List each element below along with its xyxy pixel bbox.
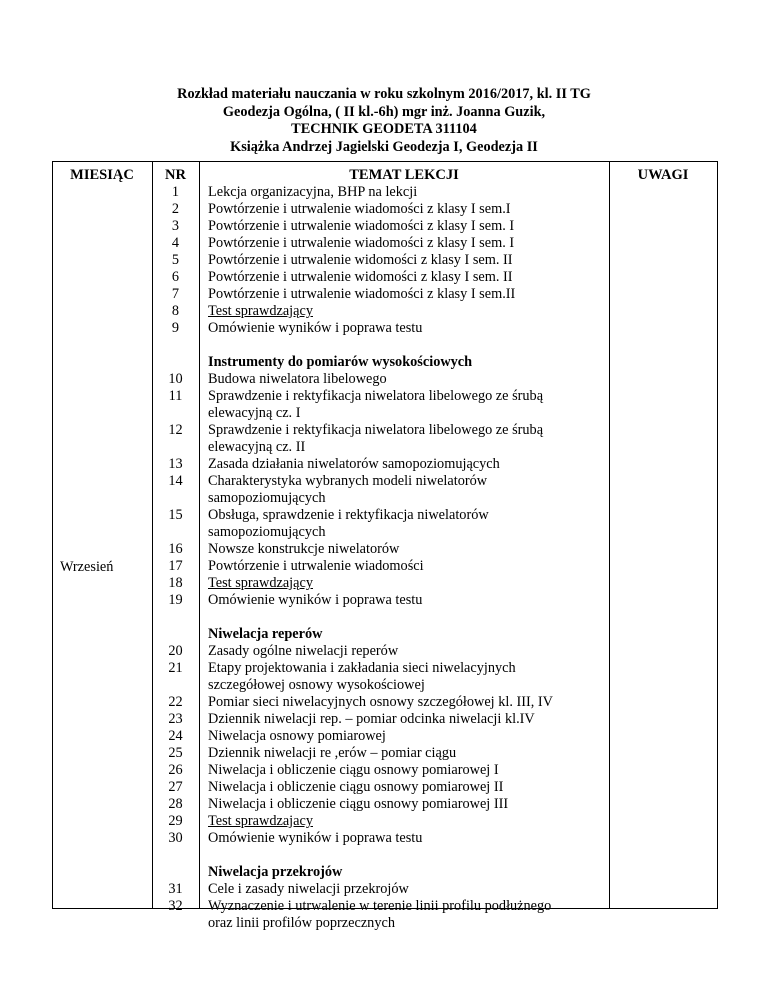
- lesson-topic: elewacyjną cz. II: [208, 439, 306, 455]
- lesson-number: 17: [168, 558, 183, 574]
- month-cell: Wrzesień: [60, 559, 114, 575]
- lesson-number: [155, 405, 196, 422]
- lesson-topic: Obsługa, sprawdzenie i rektyfikacja niwelatorów: [208, 507, 489, 523]
- lesson-topic: Powtórzenie i utrwalenie widomości z klasy I sem. II: [208, 252, 513, 268]
- lesson-number: 12: [168, 422, 183, 438]
- lesson-topic: Budowa niwelatora libelowego: [208, 371, 387, 387]
- lesson-number: 10: [168, 371, 183, 387]
- lesson-topic: szczegółowej osnowy wysokościowej: [208, 677, 425, 693]
- table-left-border: [52, 161, 53, 909]
- column-divider-topic: [609, 161, 610, 909]
- lesson-number: 3: [171, 218, 180, 234]
- lesson-number: 6: [171, 269, 180, 285]
- lesson-number: 32: [168, 898, 183, 914]
- lesson-number: [155, 439, 196, 456]
- lesson-topic: Zasada działania niwelatorów samopoziomujących: [208, 456, 500, 472]
- lesson-number: 29: [168, 813, 183, 829]
- table-right-border: [717, 161, 718, 909]
- lesson-topic-column: [208, 184, 608, 932]
- lesson-topic: Niwelacja i obliczenie ciągu osnowy pomiarowej I: [208, 762, 499, 778]
- lesson-topic: Test sprawdzajacy: [208, 813, 313, 829]
- lesson-topic: Zasady ogólne niwelacji reperów: [208, 643, 399, 659]
- column-divider-nr: [199, 161, 200, 909]
- lesson-number: 13: [168, 456, 183, 472]
- header-title: Rozkład materiału nauczania w roku szkolnym 2016/2017, kl. II TG: [177, 86, 591, 102]
- header-books: Książka Andrzej Jagielski Geodezja I, Geodezja II: [230, 138, 538, 155]
- lesson-topic: Powtórzenie i utrwalenie wiadomości z klasy I sem. I: [208, 218, 515, 234]
- lesson-topic: Omówienie wyników i poprawa testu: [208, 592, 423, 608]
- lesson-number: 20: [168, 643, 183, 659]
- lesson-topic: Lekcja organizacyjna, BHP na lekcji: [208, 184, 418, 200]
- section-heading: Niwelacja przekrojów: [208, 864, 343, 880]
- lesson-number: 23: [168, 711, 183, 727]
- section-heading: Niwelacja reperów: [208, 626, 323, 642]
- lesson-number: 25: [168, 745, 183, 761]
- lesson-number: 16: [168, 541, 183, 557]
- lesson-topic: Wyznaczenie i utrwalenie w terenie linii profilu podłużnego: [208, 898, 552, 914]
- lesson-topic: Nowsze konstrukcje niwelatorów: [208, 541, 400, 557]
- lesson-topic: [208, 847, 608, 864]
- lesson-number: 26: [168, 762, 183, 778]
- lesson-number: [155, 864, 196, 881]
- lesson-number: [155, 354, 196, 371]
- column-header-month: MIESIĄC: [70, 167, 134, 183]
- lesson-number: 19: [168, 592, 183, 608]
- lesson-topic: Dziennik niwelacji re ,erów – pomiar ciągu: [208, 745, 457, 761]
- lesson-number: [155, 490, 196, 507]
- lesson-number: [155, 677, 196, 694]
- lesson-topic: Niwelacja i obliczenie ciągu osnowy pomiarowej II: [208, 779, 504, 795]
- lesson-number: 14: [168, 473, 183, 489]
- lesson-topic: [208, 337, 608, 354]
- lesson-topic: samopoziomujących: [208, 524, 326, 540]
- lesson-number: 8: [171, 303, 180, 319]
- lesson-topic: Charakterystyka wybranych modeli niwelatorów: [208, 473, 488, 489]
- lesson-number-column: [155, 184, 196, 932]
- column-header-topic: TEMAT LEKCJI: [349, 167, 459, 183]
- lesson-topic: [208, 609, 608, 626]
- lesson-number: 7: [171, 286, 180, 302]
- lesson-number: 30: [168, 830, 183, 846]
- lesson-topic: oraz linii profilów poprzecznych: [208, 915, 395, 931]
- lesson-topic: samopoziomujących: [208, 490, 326, 506]
- lesson-number: 18: [168, 575, 183, 591]
- lesson-number: [155, 915, 196, 932]
- lesson-topic: Powtórzenie i utrwalenie wiadomości z klasy I sem.II: [208, 286, 516, 302]
- column-divider-month: [152, 161, 153, 909]
- lesson-number: 11: [168, 388, 183, 404]
- section-heading: Instrumenty do pomiarów wysokościowych: [208, 354, 473, 370]
- lesson-topic: Niwelacja i obliczenie ciągu osnowy pomiarowej III: [208, 796, 509, 812]
- header-profession: TECHNIK GEODETA 311104: [291, 121, 477, 138]
- lesson-number: [155, 847, 196, 864]
- lesson-topic: Etapy projektowania i zakładania sieci niwelacyjnych: [208, 660, 516, 676]
- lesson-number: 9: [171, 320, 180, 336]
- lesson-topic: Dziennik niwelacji rep. – pomiar odcinka niwelacji kl.IV: [208, 711, 535, 727]
- lesson-topic: Powtórzenie i utrwalenie wiadomości z klasy I sem.I: [208, 201, 511, 217]
- lesson-topic: Powtórzenie i utrwalenie widomości z klasy I sem. II: [208, 269, 513, 285]
- lesson-topic: Sprawdzenie i rektyfikacja niwelatora libelowego ze śrubą: [208, 388, 544, 404]
- lesson-number: [155, 337, 196, 354]
- lesson-topic: Pomiar sieci niwelacyjnych osnowy szczegółowej kl. III, IV: [208, 694, 554, 710]
- lesson-number: [155, 524, 196, 541]
- column-header-notes: UWAGI: [637, 167, 689, 183]
- lesson-number: 1: [171, 184, 180, 200]
- lesson-number: 2: [171, 201, 180, 217]
- lesson-number: [155, 626, 196, 643]
- lesson-number: 24: [168, 728, 183, 744]
- lesson-number: 22: [168, 694, 183, 710]
- column-header-nr: NR: [165, 167, 186, 183]
- header-subject: Geodezja Ogólna, ( II kl.-6h) mgr inż. Joanna Guzik,: [222, 103, 546, 120]
- lesson-topic: Omówienie wyników i poprawa testu: [208, 320, 423, 336]
- lesson-topic: Powtórzenie i utrwalenie wiadomości z klasy I sem. I: [208, 235, 515, 251]
- lesson-topic: elewacyjną cz. I: [208, 405, 301, 421]
- lesson-topic: Powtórzenie i utrwalenie wiadomości: [208, 558, 424, 574]
- lesson-topic: Omówienie wyników i poprawa testu: [208, 830, 423, 846]
- lesson-number: 15: [168, 507, 183, 523]
- lesson-number: [155, 609, 196, 626]
- lesson-topic: Test sprawdzający: [208, 303, 313, 319]
- lesson-number: 28: [168, 796, 183, 812]
- lesson-number: 31: [168, 881, 183, 897]
- lesson-number: 5: [171, 252, 180, 268]
- lesson-topic: Test sprawdzający: [208, 575, 313, 591]
- lesson-topic: Niwelacja osnowy pomiarowej: [208, 728, 386, 744]
- document-header: [0, 86, 768, 156]
- lesson-number: 27: [168, 779, 183, 795]
- lesson-number: 4: [171, 235, 180, 251]
- lesson-topic: Cele i zasady niwelacji przekrojów: [208, 881, 409, 897]
- lesson-number: 21: [168, 660, 183, 676]
- lesson-topic: Sprawdzenie i rektyfikacja niwelatora libelowego ze śrubą: [208, 422, 544, 438]
